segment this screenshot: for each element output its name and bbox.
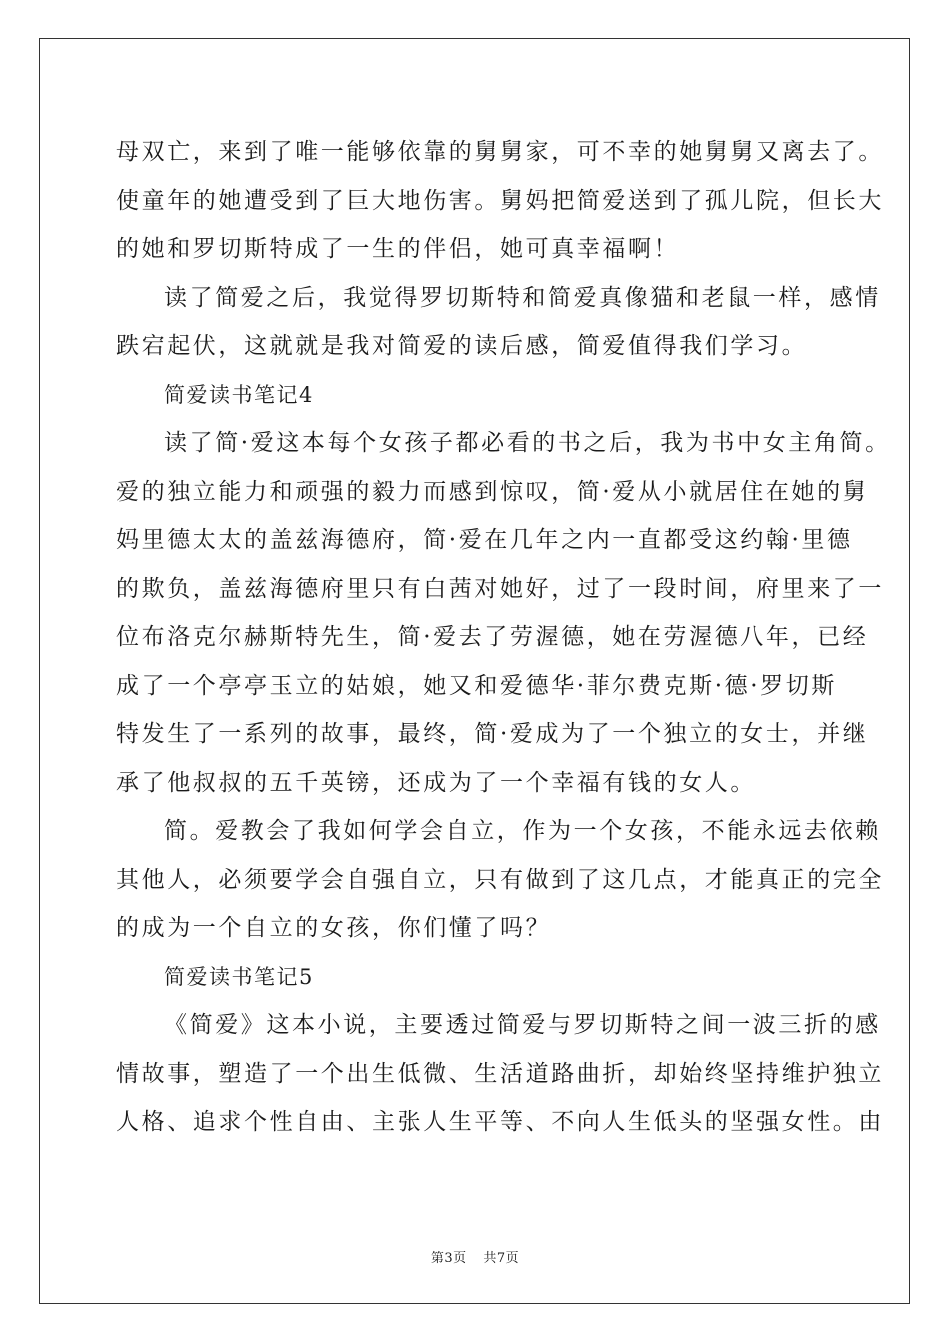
paragraph-start: 读了简爱之后，我觉得罗切斯特和简爱真像猫和老鼠一样，感情 [164,284,881,311]
text-line: 的成为一个自立的女孩，你们懂了吗？ [116,915,552,941]
paragraph-start: 简。爱教会了我如何学会自立，作为一个女孩，不能永远去依赖 [164,818,881,844]
text-line: 母双亡，来到了唯一能够依靠的舅舅家，可不幸的她舅舅又离去了。 [116,139,884,165]
paragraph-start: 《简爱》这本小说，主要透过简爱与罗切斯特之间一波三折的感 [164,1012,881,1038]
text-line: 跌宕起伏，这就就是我对简爱的读后感，简爱值得我们学习。 [116,333,808,359]
text-line: 其他人，必须要学会自强自立，只有做到了这几点，才能真正的完全 [116,866,884,893]
text-line: 人格、追求个性自由、主张人生平等、不向人生低头的坚强女性。由 [116,1109,884,1135]
text-line: 情故事，塑造了一个出生低微、生活道路曲折，却始终坚持维护独立 [116,1060,884,1087]
text-line: 妈里德太太的盖兹海德府，简·爱在几年之内一直都受这约翰·里德 [116,527,853,553]
text-line: 特发生了一系列的故事，最终，简·爱成为了一个独立的女士，并继 [116,721,869,747]
paragraph-start: 读了简·爱这本每个女孩子都必看的书之后，我为书中女主角简。 [164,430,891,456]
text-line: 爱的独立能力和顽强的毅力而感到惊叹，简·爱从小就居住在她的舅 [116,478,869,505]
document-body [116,128,891,1147]
page-footer [0,1247,950,1266]
text-line: 使童年的她遭受到了巨大地伤害。舅妈把简爱送到了孤儿院，但长大 [116,187,884,214]
page-total: 共7页 [483,1251,520,1266]
text-line: 承了他叔叔的五千英镑，还成为了一个幸福有钱的女人。 [116,769,756,796]
text-line: 位布洛克尔赫斯特先生，简·爱去了劳渥德，她在劳渥德八年，已经 [116,624,869,650]
text-line: 的欺负，盖兹海德府里只有白茜对她好，过了一段时间，府里来了一 [116,575,884,602]
section-heading: 简爱读书笔记5 [164,964,314,989]
text-line: 成了一个亭亭玉立的姑娘，她又和爱德华·菲尔费克斯·德·罗切斯 [116,672,837,699]
page-number: 第3页 [430,1251,467,1266]
text-line: 的她和罗切斯特成了一生的伴侣，她可真幸福啊！ [116,236,680,262]
section-heading: 简爱读书笔记4 [164,382,314,407]
